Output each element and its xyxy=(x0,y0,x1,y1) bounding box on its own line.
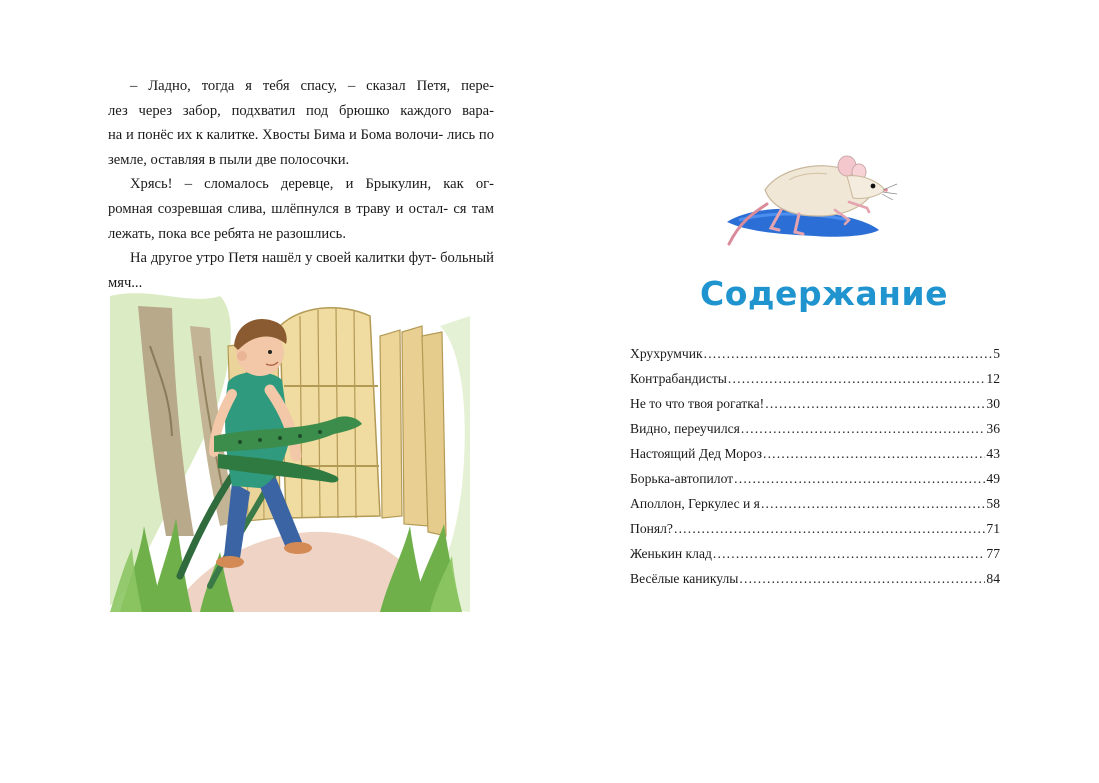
story-line: на и понёс их к калитке. Хвосты Бима и Бома волочи- xyxy=(108,127,444,144)
story-line: На другое утро Петя нашёл у своей калитки фут- xyxy=(130,250,437,267)
story-paragraph-1 xyxy=(108,74,494,172)
toc-item xyxy=(630,391,1000,416)
toc-title: Содержание xyxy=(700,274,948,313)
toc-item-title: Контрабандисты xyxy=(630,371,727,386)
story-line: ся там лежать, пока все ребята не разошлись. xyxy=(108,200,494,242)
story-line: лись по земле, оставляя в пыли две полосочки. xyxy=(108,127,494,168)
toc-item-title: Весёлые каникулы xyxy=(630,571,739,586)
toc-item-page: 58 xyxy=(986,496,1000,511)
toc-item xyxy=(630,341,1000,366)
toc-item-page: 84 xyxy=(986,571,1000,586)
boy-carrying-lizards-illustration xyxy=(110,286,470,612)
toc-item-page: 49 xyxy=(986,471,1000,486)
toc-item-page: 77 xyxy=(986,546,1000,561)
toc-item-title: Аполлон, Геркулес и я xyxy=(630,496,760,511)
story-line: больный мяч... xyxy=(108,250,494,291)
story-paragraph-2 xyxy=(108,172,494,246)
toc-leader-dots xyxy=(739,566,985,591)
toc-leader-dots xyxy=(704,341,993,366)
toc-item-title: Хрухрумчик xyxy=(630,346,703,361)
story-line: ромная созревшая слива, шлёпнулся в траву и остал- xyxy=(108,200,449,217)
toc-item-page: 36 xyxy=(986,421,1000,436)
toc-item xyxy=(630,541,1000,566)
toc-item xyxy=(630,516,1000,541)
toc-item-page: 71 xyxy=(986,521,1000,536)
toc-item-title: Видно, переучился xyxy=(630,421,740,436)
toc-leader-dots xyxy=(713,541,986,566)
toc-item-page: 12 xyxy=(986,371,1000,386)
story-line: – Ладно, тогда я тебя спасу, – сказал Петя, пере- xyxy=(130,78,494,94)
story-line: Хрясь! – сломалось деревце, и Брыкулин, как ог- xyxy=(130,176,494,193)
toc-leader-dots xyxy=(765,391,985,416)
toc-leader-dots xyxy=(761,491,985,516)
toc-item-page: 43 xyxy=(986,446,1000,461)
right-page xyxy=(549,0,1099,783)
toc-leader-dots xyxy=(728,366,985,391)
toc-leader-dots xyxy=(674,516,985,541)
toc-item-title: Борька-автопилот xyxy=(630,471,734,486)
toc-item xyxy=(630,416,1000,441)
toc-leader-dots xyxy=(763,441,985,466)
toc-item-page: 30 xyxy=(986,396,1000,411)
toc-list xyxy=(630,341,1000,591)
toc-item-page: 5 xyxy=(993,346,1000,361)
toc-item xyxy=(630,566,1000,591)
toc-item-title: Не то что твоя рогатка! xyxy=(630,396,765,411)
mouse-illustration xyxy=(719,150,899,250)
toc-item xyxy=(630,466,1000,491)
toc-leader-dots xyxy=(741,416,986,441)
toc-item xyxy=(630,441,1000,466)
toc-item xyxy=(630,491,1000,516)
toc-item-title: Понял? xyxy=(630,521,673,536)
story-text xyxy=(108,74,494,295)
toc-item xyxy=(630,366,1000,391)
story-line: лез через забор, подхватил под брюшко каждого вара- xyxy=(108,102,494,119)
left-page xyxy=(0,0,549,783)
toc-leader-dots xyxy=(734,466,985,491)
toc-item-title: Настоящий Дед Мороз xyxy=(630,446,762,461)
toc-item-title: Женькин клад xyxy=(630,546,712,561)
